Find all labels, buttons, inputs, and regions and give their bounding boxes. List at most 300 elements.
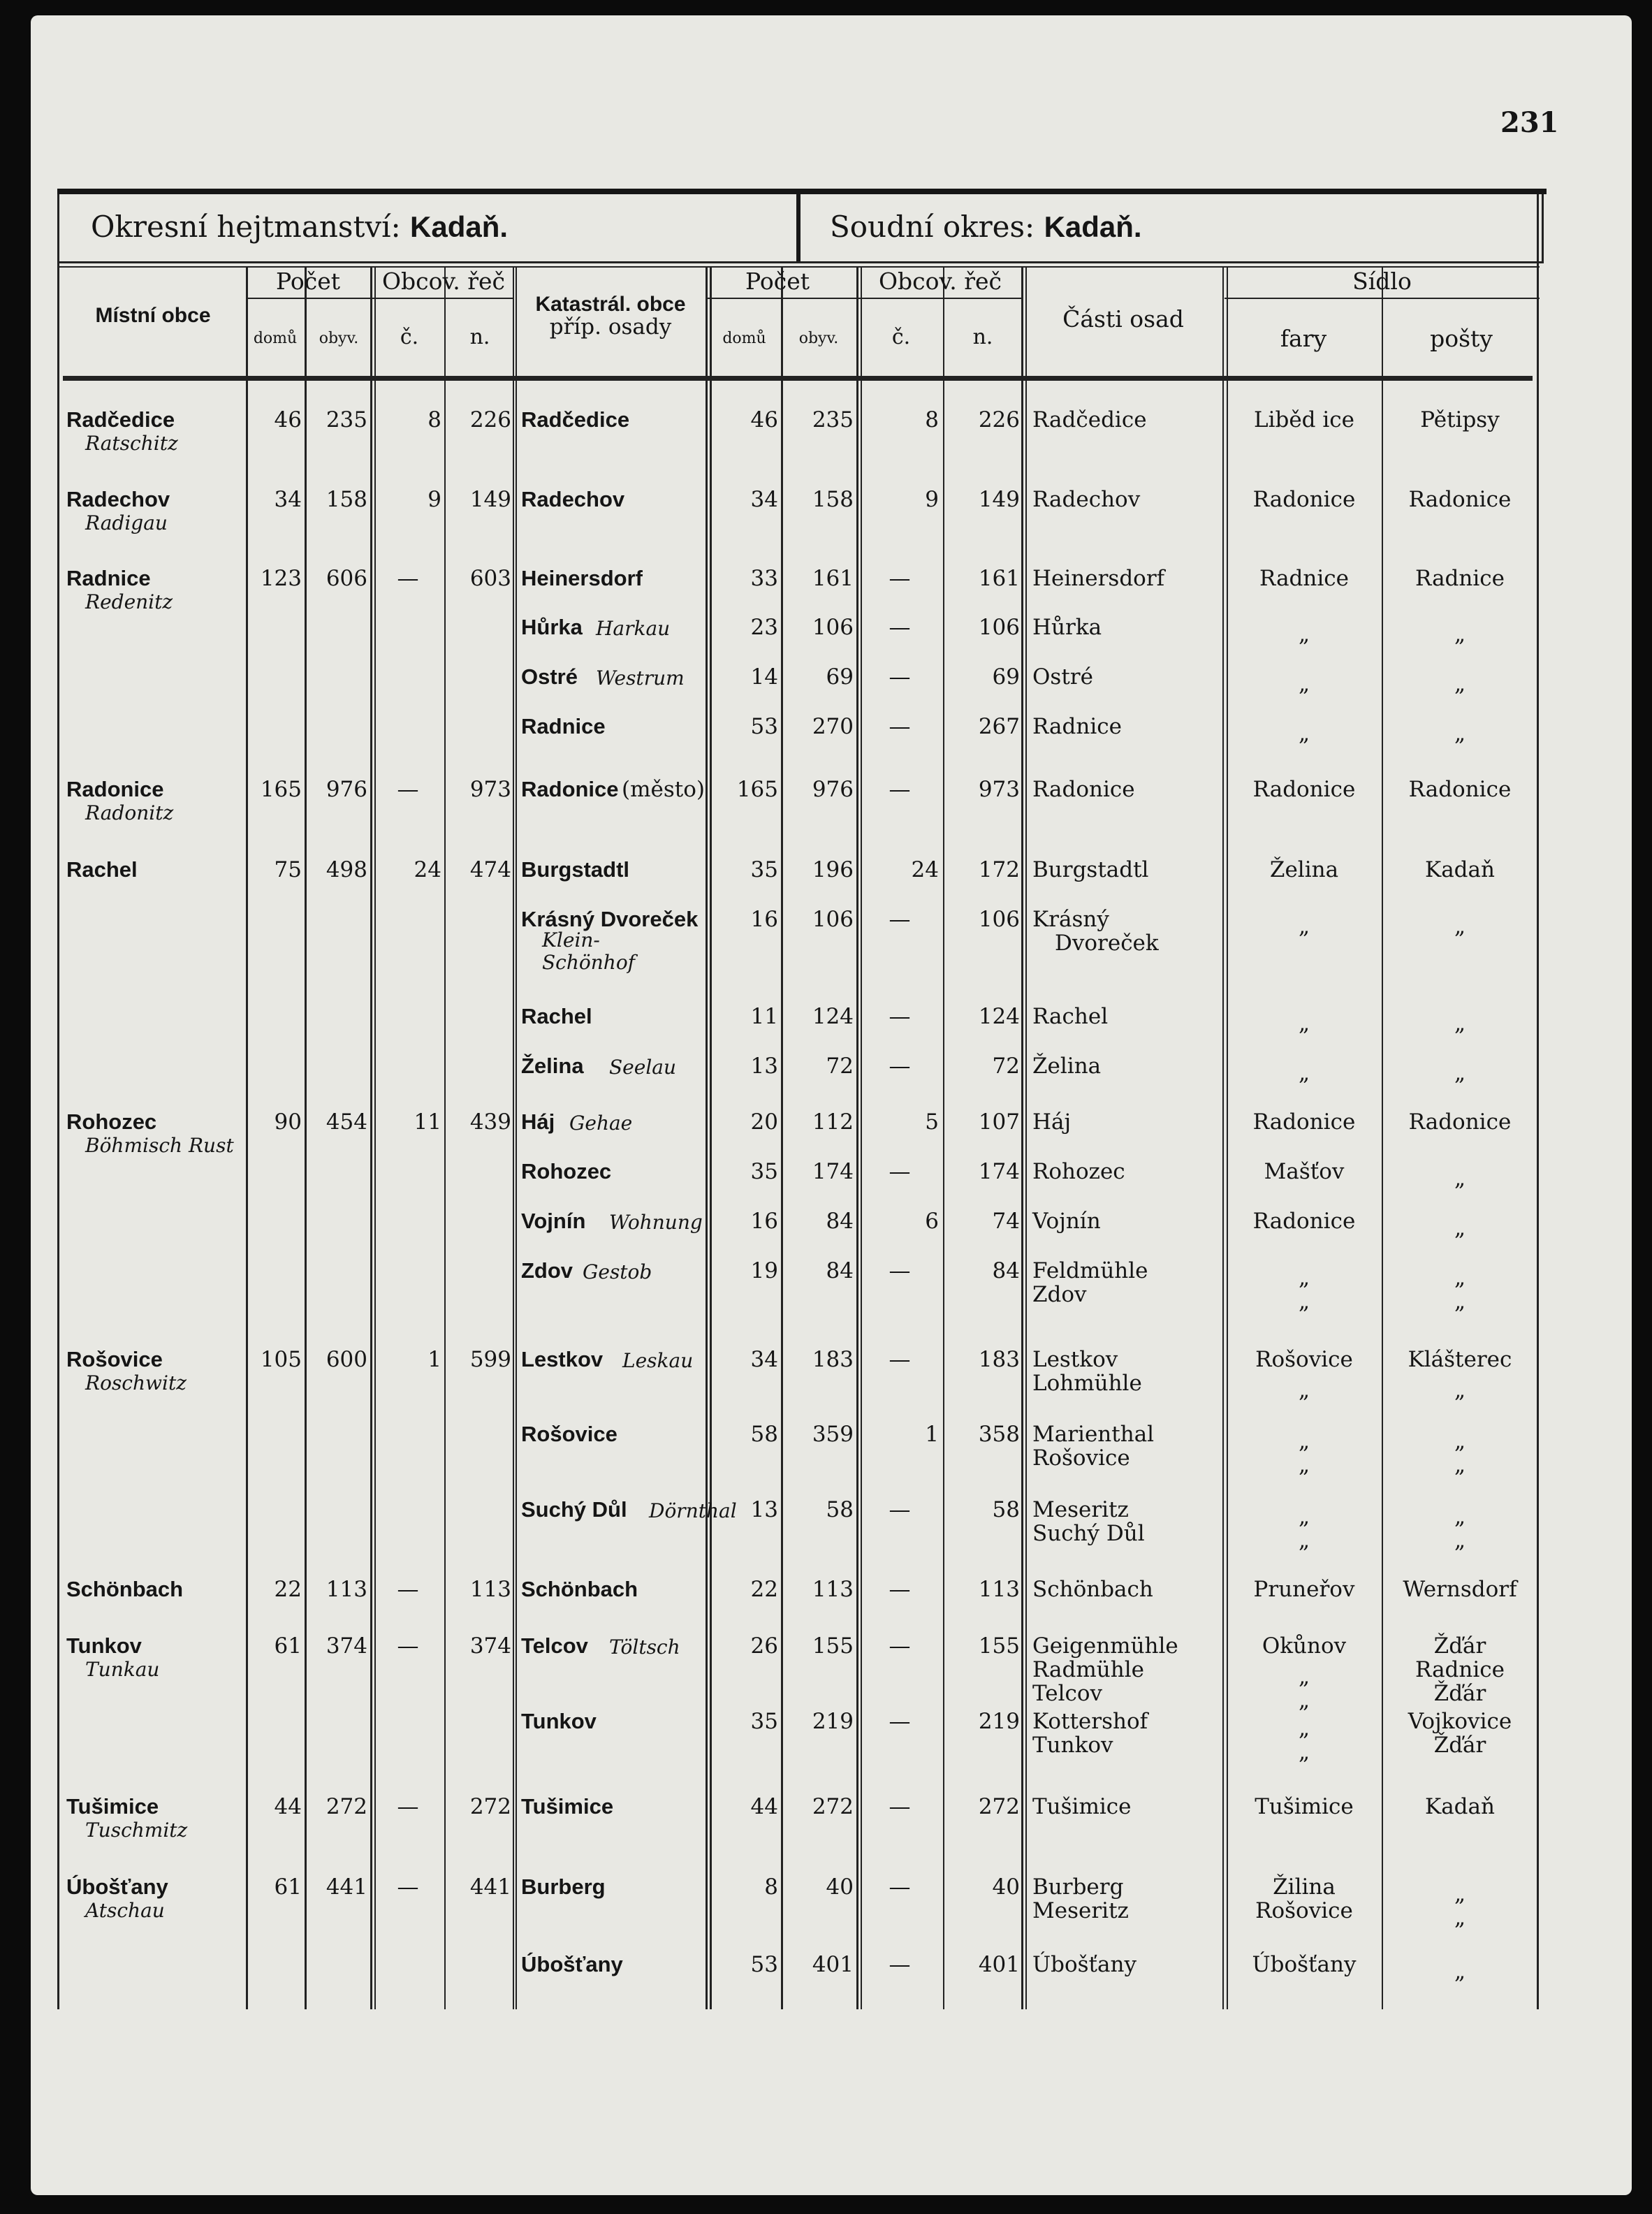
settlement-part: Vojnín (1032, 1209, 1101, 1234)
municipality-german-name: Atschau (85, 1899, 165, 1922)
cad-houses-count: 16 (750, 1209, 778, 1234)
post-office-seat: Žďár (1433, 1733, 1486, 1758)
post-office-seat: „ (1454, 1216, 1466, 1241)
parish-seat: „ (1298, 914, 1310, 939)
german-speakers: 113 (469, 1577, 511, 1602)
cad-houses-count: 11 (750, 1004, 778, 1029)
col-sidlo: Sídlo (1352, 268, 1412, 295)
municipality-german-name: Böhmisch Rust (85, 1134, 234, 1157)
settlement-part: Schönbach (1032, 1577, 1153, 1602)
col-pocet: Počet (275, 268, 340, 295)
post-office-seat: „ (1454, 622, 1466, 647)
population-count: 272 (326, 1794, 367, 1819)
parish-seat: „ (1298, 1688, 1310, 1713)
post-office-seat: Wernsdorf (1403, 1577, 1517, 1602)
settlement-part: Meseritz (1032, 1497, 1129, 1522)
cadastral-name: Burgstadtl (521, 857, 629, 882)
cad-czech-speakers: — (889, 1577, 911, 1602)
municipality-german-name: Tunkau (85, 1658, 160, 1681)
post-office-seat: „ (1454, 671, 1466, 697)
cad-population-count: 270 (812, 714, 854, 739)
cad-houses-count: 53 (750, 1952, 778, 1977)
german-speakers: 272 (469, 1794, 511, 1819)
parish-seat: Rošovice (1255, 1347, 1353, 1372)
cad-german-speakers: 69 (992, 664, 1020, 690)
settlement-part: Rohozec (1032, 1159, 1125, 1184)
column-rule (1222, 266, 1224, 2009)
cadastral-name: Rošovice (521, 1422, 617, 1446)
cadastral-name: Telcov (521, 1633, 588, 1658)
col-casti-osad: Části osad (1062, 305, 1184, 333)
cadastral-name: Heinersdorf (521, 566, 643, 590)
cad-german-speakers: 401 (978, 1952, 1020, 1977)
cad-population-count: 219 (812, 1709, 854, 1734)
cad-houses-count: 46 (750, 407, 778, 432)
post-office-seat: „ (1454, 1061, 1466, 1086)
col-domu-2: domů (722, 330, 766, 347)
cad-german-speakers: 149 (978, 487, 1020, 512)
cad-population-count: 112 (812, 1109, 854, 1135)
post-office-seat: „ (1454, 1504, 1466, 1529)
cadastral-name: Háj (521, 1109, 555, 1134)
cad-population-count: 58 (826, 1497, 854, 1522)
cad-population-count: 84 (826, 1209, 854, 1234)
post-office-seat: „ (1454, 1452, 1466, 1478)
population-count: 235 (326, 407, 367, 432)
settlement-part: Tušimice (1032, 1794, 1132, 1819)
cad-german-speakers: 113 (978, 1577, 1020, 1602)
population-count: 498 (326, 857, 367, 882)
parish-seat: „ (1298, 1061, 1310, 1086)
population-count: 158 (326, 487, 367, 512)
cad-german-speakers: 174 (978, 1159, 1020, 1184)
cad-population-count: 158 (812, 487, 854, 512)
settlement-part: Ostré (1032, 664, 1093, 690)
houses-count: 34 (274, 487, 302, 512)
column-rule (374, 266, 376, 2009)
post-office-seat: „ (1454, 1011, 1466, 1036)
houses-count: 105 (260, 1347, 302, 1372)
cad-population-count: 196 (812, 857, 854, 882)
municipality-german-name: Radonitz (85, 801, 174, 824)
cadastral-german-name: Harkau (596, 617, 671, 640)
cad-population-count: 113 (812, 1577, 854, 1602)
cadastral-name: Želina (521, 1054, 584, 1078)
population-count: 600 (326, 1347, 367, 1372)
settlement-part: Radnice (1032, 714, 1122, 739)
german-speakers: 439 (469, 1109, 511, 1135)
col-n: n. (469, 325, 490, 349)
german-speakers: 226 (469, 407, 511, 432)
column-rule (1025, 266, 1027, 2009)
post-office-seat: Klášterec (1408, 1347, 1512, 1372)
municipality-name: Radčedice (66, 407, 175, 432)
settlement-part: Marienthal (1032, 1422, 1155, 1447)
cad-czech-speakers: — (889, 1709, 911, 1734)
post-office-seat: Radnice (1415, 566, 1505, 591)
post-office-seat: Radonice (1408, 777, 1512, 802)
municipality-german-name: Tuschmitz (85, 1819, 188, 1842)
header-divider (796, 194, 801, 261)
settlement-part: Suchý Důl (1032, 1521, 1145, 1546)
cad-houses-count: 22 (750, 1577, 778, 1602)
cad-houses-count: 26 (750, 1633, 778, 1659)
cad-czech-speakers: — (889, 1497, 911, 1522)
col-obyv-2: obyv. (798, 330, 839, 347)
col-c: č. (400, 325, 419, 349)
cad-houses-count: 34 (750, 487, 778, 512)
cad-houses-count: 13 (750, 1497, 778, 1522)
german-speakers: 441 (469, 1874, 511, 1900)
cadastral-name: Hůrka (521, 615, 583, 639)
parish-seat: Žilina (1273, 1874, 1336, 1900)
cadastral-german-name: Gestob (583, 1260, 652, 1283)
cad-german-speakers: 84 (992, 1258, 1020, 1283)
cadastral-german-name: Westrum (596, 667, 685, 690)
cad-czech-speakers: — (889, 615, 911, 640)
parish-seat: „ (1298, 1378, 1310, 1403)
cad-houses-count: 14 (750, 664, 778, 690)
cad-population-count: 976 (812, 777, 854, 802)
cad-houses-count: 16 (750, 907, 778, 932)
cad-czech-speakers: — (889, 777, 911, 802)
cad-population-count: 40 (826, 1874, 854, 1900)
parish-seat: „ (1298, 1289, 1310, 1314)
settlement-part: Lestkov (1032, 1347, 1118, 1372)
cadastral-name: Vojnín (521, 1209, 586, 1233)
czech-speakers: — (397, 1794, 419, 1819)
parish-seat: Želina (1269, 857, 1339, 882)
population-count: 374 (326, 1633, 367, 1659)
cad-population-count: 401 (812, 1952, 854, 1977)
parish-seat: Radonice (1252, 1109, 1356, 1135)
settlement-part: Burberg (1032, 1874, 1124, 1900)
post-office-seat: Žďár (1433, 1633, 1486, 1659)
settlement-part: Radonice (1032, 777, 1135, 802)
page-number: 231 (1500, 106, 1559, 139)
column-rule (710, 266, 712, 2009)
parish-seat: Mašťov (1264, 1159, 1345, 1184)
cad-czech-speakers: 1 (925, 1422, 939, 1447)
cadastral-german-name: Dörnthal (649, 1499, 737, 1522)
cad-population-count: 359 (812, 1422, 854, 1447)
municipality-german-name: Ratschitz (85, 432, 178, 455)
column-rule (1021, 266, 1023, 2009)
cadastral-german-name: Wohnung (609, 1211, 703, 1234)
parish-seat: Úbošťany (1252, 1952, 1357, 1977)
cadastral-name: Zdov (521, 1258, 573, 1283)
column-rule (1537, 194, 1539, 2009)
cadastral-name: Rohozec (521, 1159, 612, 1184)
cad-population-count: 161 (812, 566, 854, 591)
cad-german-speakers: 973 (978, 777, 1020, 802)
cadastral-german-name: Leskau (622, 1349, 694, 1372)
cadastral-note: (město) (622, 777, 705, 802)
cadastral-name: Radechov (521, 487, 625, 511)
settlement-part: Burgstadtl (1032, 857, 1149, 882)
cad-czech-speakers: — (889, 714, 911, 739)
cad-population-count: 84 (826, 1258, 854, 1283)
col-pocet-2: Počet (745, 268, 810, 295)
cad-german-speakers: 155 (978, 1633, 1020, 1659)
municipality-name: Tunkov (66, 1633, 142, 1658)
settlement-part: Krásný (1032, 907, 1109, 932)
cadastral-name: Burberg (521, 1874, 606, 1899)
cad-german-speakers: 40 (992, 1874, 1020, 1900)
german-speakers: 374 (469, 1633, 511, 1659)
court-title: Soudní okres: Kadaň. (830, 210, 1142, 244)
cad-houses-count: 35 (750, 857, 778, 882)
cadastral-name: Radnice (521, 714, 606, 738)
cad-czech-speakers: — (889, 1258, 911, 1283)
settlement-part: Meseritz (1032, 1898, 1129, 1923)
rule (708, 298, 1022, 299)
column-rule (943, 266, 944, 2009)
cad-czech-speakers: 8 (925, 407, 939, 432)
cad-czech-speakers: — (889, 566, 911, 591)
parish-seat: „ (1298, 671, 1310, 697)
settlement-part: Radechov (1032, 487, 1141, 512)
cadastral-name: Rachel (521, 1004, 592, 1028)
cad-german-speakers: 58 (992, 1497, 1020, 1522)
rule (246, 298, 513, 299)
cad-german-speakers: 106 (978, 907, 1020, 932)
municipality-name: Úbošťany (66, 1874, 168, 1899)
parish-seat: „ (1298, 1504, 1310, 1529)
settlement-part: Rošovice (1032, 1445, 1130, 1471)
cad-german-speakers: 219 (978, 1709, 1020, 1734)
houses-count: 44 (274, 1794, 302, 1819)
houses-count: 90 (274, 1109, 302, 1135)
cad-houses-count: 44 (750, 1794, 778, 1819)
parish-seat: Pruneřov (1253, 1577, 1355, 1602)
post-office-seat: „ (1454, 1289, 1466, 1314)
cadastral-name: Ostré (521, 664, 578, 689)
cad-german-speakers: 267 (978, 714, 1020, 739)
houses-count: 61 (274, 1633, 302, 1659)
parish-seat: Radonice (1252, 777, 1356, 802)
cad-czech-speakers: 5 (925, 1109, 939, 1135)
cad-houses-count: 13 (750, 1054, 778, 1079)
top-rule (57, 189, 1547, 194)
settlement-part: Úbošťany (1032, 1952, 1136, 1977)
cadastral-name: Radonice (521, 777, 619, 801)
cad-population-count: 174 (812, 1159, 854, 1184)
population-count: 976 (326, 777, 367, 802)
column-rule (706, 266, 708, 2009)
cad-czech-speakers: — (889, 1633, 911, 1659)
cad-houses-count: 35 (750, 1159, 778, 1184)
cadastral-name: Krásný Dvoreček (521, 907, 699, 931)
czech-speakers: 9 (427, 487, 441, 512)
german-speakers: 973 (469, 777, 511, 802)
post-office-seat: Vojkovice (1408, 1709, 1512, 1734)
cad-german-speakers: 106 (978, 615, 1020, 640)
cad-population-count: 183 (812, 1347, 854, 1372)
post-office-seat: „ (1454, 1265, 1466, 1290)
cad-czech-speakers: — (889, 664, 911, 690)
col-obcov-rec: Obcov. řeč (381, 268, 506, 295)
parish-seat: Liběd ice (1253, 407, 1354, 432)
cad-houses-count: 8 (764, 1874, 778, 1900)
post-office-seat: „ (1454, 1959, 1466, 1984)
parish-seat: Radnice (1259, 566, 1349, 591)
settlement-part: Kottershof (1032, 1709, 1148, 1734)
post-office-seat: „ (1454, 1378, 1466, 1403)
german-speakers: 603 (469, 566, 511, 591)
col-obcov-rec-2: Obcov. řeč (878, 268, 1002, 295)
cad-population-count: 235 (812, 407, 854, 432)
cad-german-speakers: 124 (978, 1004, 1020, 1029)
cad-czech-speakers: — (889, 1054, 911, 1079)
rule (57, 261, 1540, 263)
col-posty: pošty (1430, 325, 1493, 352)
post-office-seat: Žďár (1433, 1681, 1486, 1706)
settlement-part: Zdov (1032, 1282, 1087, 1307)
municipality-name: Radonice (66, 777, 164, 801)
post-office-seat: „ (1454, 914, 1466, 939)
col-mistni-obce: Místní obce (95, 304, 211, 327)
population-count: 113 (326, 1577, 367, 1602)
parish-seat: „ (1298, 1011, 1310, 1036)
column-rule (370, 266, 372, 2009)
column-rule (856, 266, 858, 2009)
cad-population-count: 124 (812, 1004, 854, 1029)
czech-speakers: 24 (414, 857, 441, 882)
settlement-part: Dvoreček (1055, 931, 1159, 956)
settlement-part: Tunkov (1032, 1733, 1113, 1758)
houses-count: 165 (260, 777, 302, 802)
parish-seat: „ (1298, 1716, 1310, 1741)
column-rule (246, 266, 248, 2009)
column-rule (305, 266, 307, 2009)
houses-count: 123 (260, 566, 302, 591)
municipality-name: Radnice (66, 566, 151, 590)
cadastral-german-name: Schönhof (542, 951, 636, 974)
cadastral-name: Schönbach (521, 1577, 638, 1601)
settlement-part: Geigenmühle (1032, 1633, 1178, 1659)
cad-population-count: 69 (826, 664, 854, 690)
cad-czech-speakers: — (889, 1159, 911, 1184)
czech-speakers: 1 (427, 1347, 441, 1372)
settlement-part: Lohmühle (1032, 1371, 1142, 1396)
cad-population-count: 106 (812, 615, 854, 640)
cad-czech-speakers: 24 (911, 857, 939, 882)
parish-seat: „ (1298, 1429, 1310, 1454)
cadastral-german-name: Töltsch (609, 1636, 680, 1659)
houses-count: 46 (274, 407, 302, 432)
settlement-part: Radčedice (1032, 407, 1147, 432)
cadastral-name: Radčedice (521, 407, 630, 432)
col-katastral: Katastrál. obce příp. osady (535, 293, 686, 340)
settlement-part: Rachel (1032, 1004, 1109, 1029)
parish-seat: Rošovice (1255, 1898, 1353, 1923)
parish-seat: „ (1298, 622, 1310, 647)
parish-seat: „ (1298, 1265, 1310, 1290)
cad-czech-speakers: — (889, 1952, 911, 1977)
column-rule (444, 266, 446, 2009)
cadastral-name: Tušimice (521, 1794, 614, 1819)
district-title: Okresní hejtmanství: Kadaň. (91, 210, 509, 244)
parish-seat: Okůnov (1262, 1633, 1347, 1659)
german-speakers: 599 (469, 1347, 511, 1372)
cad-houses-count: 19 (750, 1258, 778, 1283)
cad-population-count: 106 (812, 907, 854, 932)
cad-czech-speakers: — (889, 907, 911, 932)
houses-count: 22 (274, 1577, 302, 1602)
parish-seat: „ (1298, 1740, 1310, 1765)
cad-houses-count: 33 (750, 566, 778, 591)
post-office-seat: „ (1454, 721, 1466, 746)
cad-german-speakers: 161 (978, 566, 1020, 591)
municipality-name: Rošovice (66, 1347, 163, 1371)
parish-seat: „ (1298, 1452, 1310, 1478)
population-count: 454 (326, 1109, 367, 1135)
municipality-name: Rohozec (66, 1109, 157, 1134)
header-bottom-rule (63, 376, 1533, 381)
houses-count: 75 (274, 857, 302, 882)
settlement-part: Telcov (1032, 1681, 1103, 1706)
settlement-part: Hůrka (1032, 615, 1102, 640)
cad-czech-speakers: 9 (925, 487, 939, 512)
cad-houses-count: 53 (750, 714, 778, 739)
parish-seat: „ (1298, 1664, 1310, 1689)
post-office-seat: „ (1454, 1905, 1466, 1930)
population-count: 606 (326, 566, 367, 591)
col-n-2: n. (972, 325, 993, 349)
post-office-seat: „ (1454, 1528, 1466, 1553)
cad-czech-speakers: 6 (925, 1209, 939, 1234)
municipality-name: Schönbach (66, 1577, 184, 1601)
post-office-seat: „ (1454, 1429, 1466, 1454)
column-rule (516, 266, 517, 2009)
post-office-seat: „ (1454, 1881, 1466, 1907)
cad-population-count: 272 (812, 1794, 854, 1819)
cad-population-count: 72 (826, 1054, 854, 1079)
parish-seat: Radonice (1252, 1209, 1356, 1234)
settlement-part: Želina (1032, 1054, 1102, 1079)
municipality-german-name: Roschwitz (85, 1371, 187, 1394)
post-office-seat: Radnice (1415, 1657, 1505, 1682)
post-office-seat: Kadaň (1425, 857, 1495, 882)
parish-seat: „ (1298, 1528, 1310, 1553)
col-fary: fary (1280, 325, 1327, 352)
cadastral-name: Úbošťany (521, 1952, 623, 1976)
municipality-name: Tušimice (66, 1794, 159, 1819)
cad-houses-count: 35 (750, 1709, 778, 1734)
column-rule (781, 266, 783, 2009)
czech-speakers: — (397, 1874, 419, 1900)
post-office-seat: Radonice (1408, 487, 1512, 512)
parish-seat: Tušimice (1255, 1794, 1354, 1819)
post-office-seat: Pětipsy (1420, 407, 1500, 432)
settlement-part: Háj (1032, 1109, 1072, 1135)
column-rule (57, 194, 59, 2009)
german-speakers: 474 (469, 857, 511, 882)
cadastral-german-name: Gehae (569, 1112, 633, 1135)
cadastral-german-name: Klein- (542, 928, 600, 952)
post-office-seat: Kadaň (1425, 1794, 1495, 1819)
settlement-part: Heinersdorf (1032, 566, 1165, 591)
post-office-seat: „ (1454, 1166, 1466, 1191)
post-office-seat: Radonice (1408, 1109, 1512, 1135)
municipality-name: Radechov (66, 487, 170, 511)
czech-speakers: — (397, 566, 419, 591)
parish-seat: Radonice (1252, 487, 1356, 512)
column-rule (513, 266, 514, 2009)
municipality-german-name: Radigau (85, 511, 168, 534)
municipality-german-name: Redenitz (85, 590, 173, 613)
